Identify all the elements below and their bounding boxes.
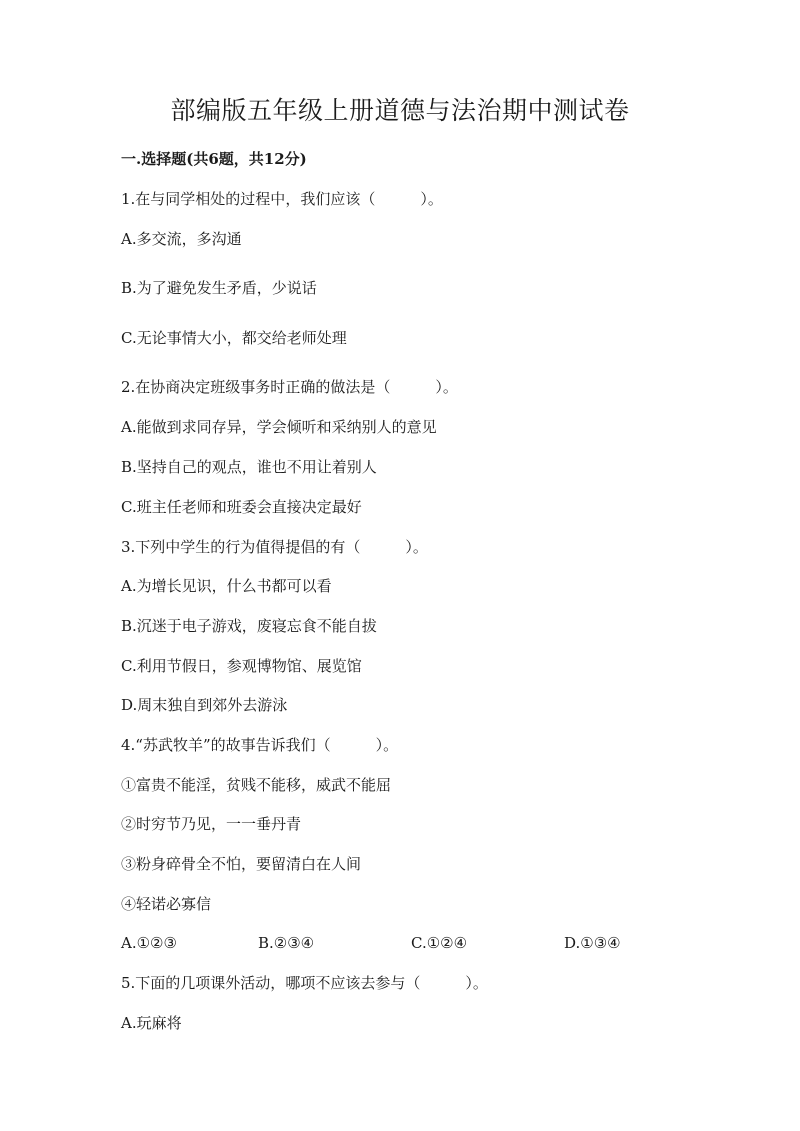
question-5-option-a: A.玩麻将 <box>121 1014 182 1032</box>
question-1-option-b: B.为了避免发生矛盾，少说话 <box>121 279 317 297</box>
question-3-option-b: B.沉迷于电子游戏，废寝忘食不能自拔 <box>121 617 377 635</box>
question-1-stem: 1.在与同学相处的过程中，我们应该（ ）。 <box>121 190 443 208</box>
page-title: 部编版五年级上册道德与法治期中测试卷 <box>170 96 630 125</box>
question-3-option-a: A.为增长见识，什么书都可以看 <box>121 577 332 595</box>
question-4-statement-3: ③粉身碎骨全不怕，要留清白在人间 <box>121 855 362 873</box>
question-4-option-d: D.①③④ <box>564 934 621 952</box>
question-2-option-c: C.班主任老师和班委会直接决定最好 <box>121 498 362 516</box>
question-4-statement-2: ②时穷节乃见，一一垂丹青 <box>121 815 302 833</box>
question-3-option-d: D.周末独自到郊外去游泳 <box>121 696 288 714</box>
question-4-option-c: C.①②④ <box>411 934 468 952</box>
question-4-option-b: B.②③④ <box>258 934 315 952</box>
section-heading: 一.选择题(共6题，共12分) <box>121 150 307 168</box>
question-4-statement-4: ④轻诺必寡信 <box>121 895 212 913</box>
question-1-option-a: A.多交流，多沟通 <box>121 230 242 248</box>
question-5-stem: 5.下面的几项课外活动，哪项不应该去参与（ ）。 <box>121 974 488 992</box>
question-3-option-c: C.利用节假日，参观博物馆、展览馆 <box>121 657 362 675</box>
question-4-statement-1: ①富贵不能淫，贫贱不能移，威武不能屈 <box>121 776 392 794</box>
question-2-option-b: B.坚持自己的观点，谁也不用让着别人 <box>121 458 377 476</box>
question-2-stem: 2.在协商决定班级事务时正确的做法是（ ）。 <box>121 378 458 396</box>
question-3-stem: 3.下列中学生的行为值得提倡的有（ ）。 <box>121 538 428 556</box>
question-4-stem: 4.“苏武牧羊”的故事告诉我们（ ）。 <box>121 736 399 754</box>
question-4-option-a: A.①②③ <box>121 934 177 952</box>
question-2-option-a: A.能做到求同存异，学会倾听和采纳别人的意见 <box>121 418 437 436</box>
question-1-option-c: C.无论事情大小，都交给老师处理 <box>121 329 347 347</box>
